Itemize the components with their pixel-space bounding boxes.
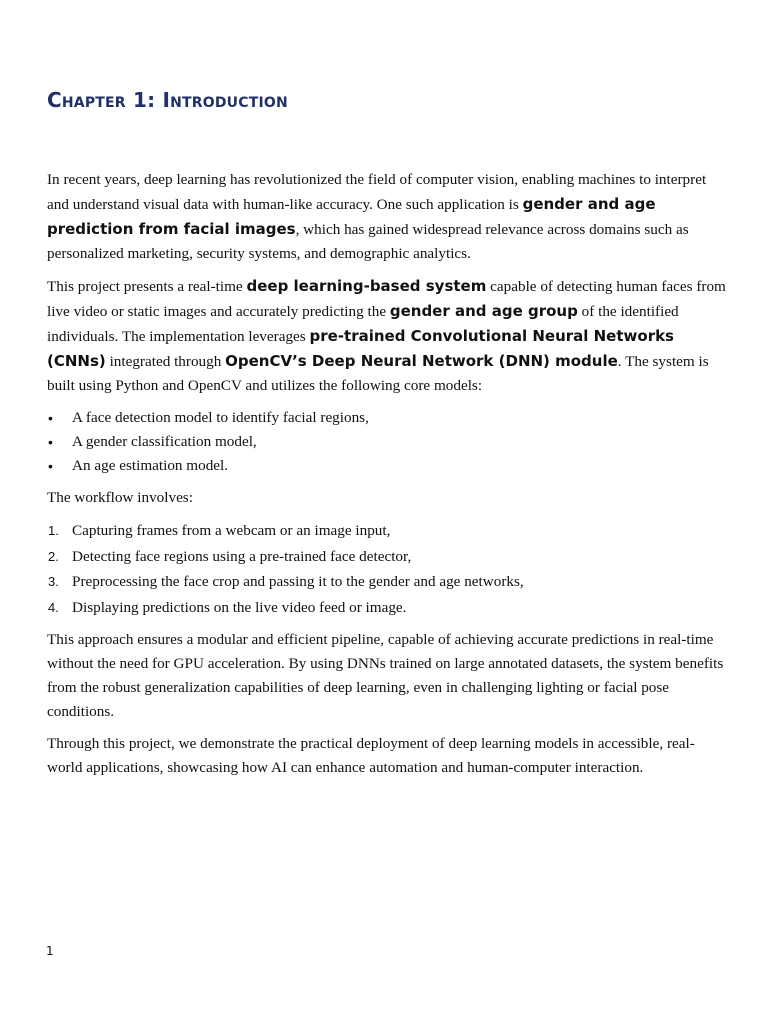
intro-text-1: In recent years, deep learning has revolutionized the field of computer vision, enabling machines to interpret and understand visual data with human-like accuracy. One such application is xyxy=(47,171,707,213)
project-bold-3: pre-trained Convolutional Neural Networks (CNNs) xyxy=(47,327,674,370)
list-item xyxy=(47,430,727,454)
intro-text-2: , which has gained widespread relevance across domains such as personalized marketing, security systems, and demographic analytics. xyxy=(47,221,689,262)
project-bold-4: OpenCV’s Deep Neural Network (DNN) module xyxy=(225,352,618,370)
list-item xyxy=(47,569,727,595)
list-item-text: Displaying predictions on the live video feed or image. xyxy=(72,598,407,616)
project-text-3: of the identified individuals. The implementation leverages xyxy=(47,303,679,345)
intro-bold-1: gender and age prediction from facial images xyxy=(47,195,656,238)
project-text-5: . The system is built using Python and OpenCV and utilizes the following core models: xyxy=(47,353,709,394)
list-item-text: A gender classification model, xyxy=(72,433,257,450)
bullet-marker: • xyxy=(48,434,53,450)
project-bold-1: deep learning-based system xyxy=(246,277,487,295)
models-list xyxy=(47,406,727,478)
step-number: 3. xyxy=(48,574,59,589)
project-text-2: capable of detecting human faces from live video or static images and accurately predicting the xyxy=(47,278,726,320)
step-number: 2. xyxy=(48,548,59,564)
list-item-text: Preprocessing the face crop and passing it to the gender and age networks, xyxy=(72,573,524,590)
project-text-1: This project presents a real-time xyxy=(47,278,247,295)
list-item-text: An age estimation model. xyxy=(72,457,229,474)
workflow-intro: The workflow involves: xyxy=(47,489,193,506)
list-item xyxy=(47,518,727,544)
chapter-body xyxy=(47,168,727,788)
project-text-4: integrated through xyxy=(105,353,226,370)
step-number: 4. xyxy=(48,599,59,615)
page-number: 1 xyxy=(46,944,54,958)
intro-paragraph xyxy=(47,168,727,266)
list-item xyxy=(47,595,727,621)
project-paragraph xyxy=(47,274,727,398)
workflow-steps-list xyxy=(47,518,727,620)
list-item-text: A face detection model to identify facial regions, xyxy=(72,409,369,426)
list-item-text: Capturing frames from a webcam or an image input, xyxy=(72,522,391,539)
step-number: 1. xyxy=(48,523,59,538)
list-item-text: Detecting face regions using a pre-trained face detector, xyxy=(72,547,412,565)
list-item xyxy=(47,406,727,430)
chapter-heading xyxy=(47,86,288,114)
chapter-heading-title: Introduction xyxy=(162,88,288,112)
bullet-marker: • xyxy=(48,410,53,426)
project-bold-2: gender and age group xyxy=(389,302,578,320)
conclusion-paragraph: Through this project, we demonstrate the practical deployment of deep learning models in accessible, real-world applications, showcasing how AI can enhance automation and human-computer interaction. xyxy=(47,735,695,776)
approach-paragraph: This approach ensures a modular and efficient pipeline, capable of achieving accurate predictions in real-time without the need for GPU acceleration. By using DNNs trained on large annotated datasets, the system benefits from the robust generalization capabilities of deep learning, even in challenging lighting or facial pose conditions. xyxy=(47,631,724,720)
bullet-marker: • xyxy=(48,458,53,474)
list-item xyxy=(47,454,727,478)
chapter-heading-prefix: Chapter 1: xyxy=(47,88,163,112)
list-item xyxy=(47,544,727,570)
